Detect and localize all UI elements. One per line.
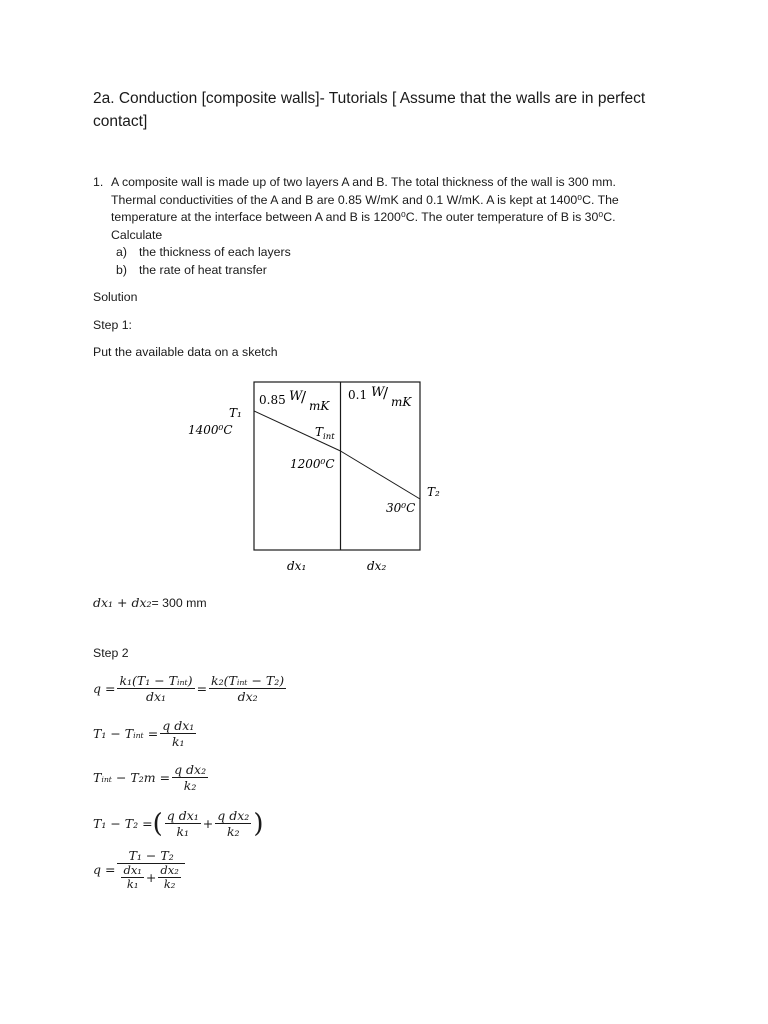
eq5-d1-num: dx₁ (123, 863, 142, 877)
heat-rate-final-equation (93, 848, 187, 891)
eq1-lhs: q = (93, 681, 116, 696)
eq4-b-den: k₂ (226, 824, 240, 839)
tint-label (315, 425, 335, 442)
k2-unit-slash: / (383, 384, 389, 402)
eq1-equals: = (196, 681, 208, 696)
k1-unit-den: mK (309, 399, 330, 413)
wall-a-temperature-drop-equation (93, 718, 198, 749)
dx2-label: dx₂ (367, 559, 387, 573)
heat-rate-equation (93, 673, 288, 704)
temperature-profile-b (341, 451, 421, 499)
tint-label-sub: int (323, 432, 335, 442)
eq5-lhs: q = (93, 862, 116, 877)
eq2-num: q dx₁ (162, 718, 195, 733)
eq5-den-fraction-b (158, 864, 180, 891)
eq3-num: q dx₂ (174, 762, 207, 777)
k1-unit-num: W (289, 389, 303, 404)
eq1-fraction-a (117, 673, 194, 704)
part-marker: a) (116, 245, 127, 259)
t1-label: T₁ (229, 406, 242, 420)
eq1-fraction-a-den: dx₁ (145, 689, 167, 704)
problem-line: A composite wall is made up of two layers A and B. The total thickness of the wall is 300 mm. (111, 175, 616, 189)
eq4-open-paren: ( (152, 808, 163, 839)
eq5-fraction (117, 848, 184, 891)
eq5-d2-num: dx₂ (160, 863, 179, 877)
solution-label: Solution (93, 290, 138, 304)
eq1-fraction-b (209, 673, 286, 704)
part-marker: b) (116, 262, 127, 277)
k2-unit-den: mK (391, 395, 412, 409)
step1-label: Step 1: (93, 318, 132, 332)
step1-text: Put the available data on a sketch (93, 345, 278, 359)
eq5-d2-den: k₂ (163, 877, 176, 891)
total-temperature-drop-equation (93, 808, 263, 839)
problem-line: temperature at the interface between A and B is 1200⁰C. The outer temperature of B is 30⁰C. (111, 210, 616, 224)
t2-label: T₂ (427, 485, 440, 499)
eq2-den: k₁ (171, 734, 185, 749)
tint-label-main: T (315, 425, 324, 439)
eq4-fraction-a (165, 808, 201, 839)
eq5-den-fraction-a (121, 864, 143, 891)
k2-value: 0.1 (348, 388, 368, 402)
problem-line: Thermal conductivities of the A and B are 0.85 W/mK and 0.1 W/mK. A is kept at 1400⁰C. The (111, 192, 619, 207)
eq4-fraction-b (215, 808, 251, 839)
eq4-a-den: k₁ (176, 824, 190, 839)
t1-value: 1400⁰C (188, 423, 233, 437)
eq3-fraction (172, 762, 208, 793)
temperature-profile-a (254, 411, 341, 451)
eq5-plus: + (145, 870, 157, 885)
eq4-b-num: q dx₂ (217, 808, 250, 823)
page-title-text: 2a. Conduction [composite walls]- Tutorials [ Assume that the walls are in perfect contact] (93, 90, 646, 130)
eq5-d1-den: k₁ (126, 877, 139, 891)
problem-number: 1. (93, 175, 104, 189)
dx1-label: dx₁ (287, 559, 307, 573)
eq3-lhs: Tᵢₙₜ − T₂m = (93, 770, 171, 785)
eq4-plus: + (202, 816, 214, 831)
t2-value: 30⁰C (386, 501, 416, 515)
eq2-lhs: T₁ − Tᵢₙₜ = (93, 726, 159, 741)
eq2-fraction (160, 718, 196, 749)
part-text: the rate of heat transfer (139, 262, 267, 277)
wall-b-temperature-drop-equation (93, 762, 210, 793)
k1-value: 0.85 (259, 393, 286, 407)
part-text: the thickness of each layers (139, 245, 291, 259)
eq1-fraction-b-num: k₂(Tᵢₙₜ − T₂) (211, 673, 285, 688)
eq4-close-paren: ) (253, 808, 264, 839)
step2-label: Step 2 (93, 646, 129, 660)
k1-unit-slash: / (301, 388, 307, 406)
eq4-lhs: T₁ − T₂ = (93, 816, 153, 831)
problem-line: Calculate (111, 227, 163, 242)
eq1-fraction-b-den: dx₂ (237, 689, 258, 704)
sum-equation-rhs: = 300 mm (151, 596, 207, 610)
sum-equation-lhs: dx₁ + dx₂ (93, 595, 152, 610)
thickness-sum-equation (93, 594, 207, 613)
eq5-den (117, 864, 184, 891)
interface-temp-value: 1200⁰C (290, 457, 335, 471)
eq1-fraction-a-num: k₁(T₁ − Tᵢₙₜ) (119, 673, 193, 688)
k2-unit-num: W (371, 385, 385, 400)
eq3-den: k₂ (183, 778, 197, 793)
eq5-num: T₁ − T₂ (117, 848, 184, 864)
eq4-a-num: q dx₁ (166, 808, 199, 823)
